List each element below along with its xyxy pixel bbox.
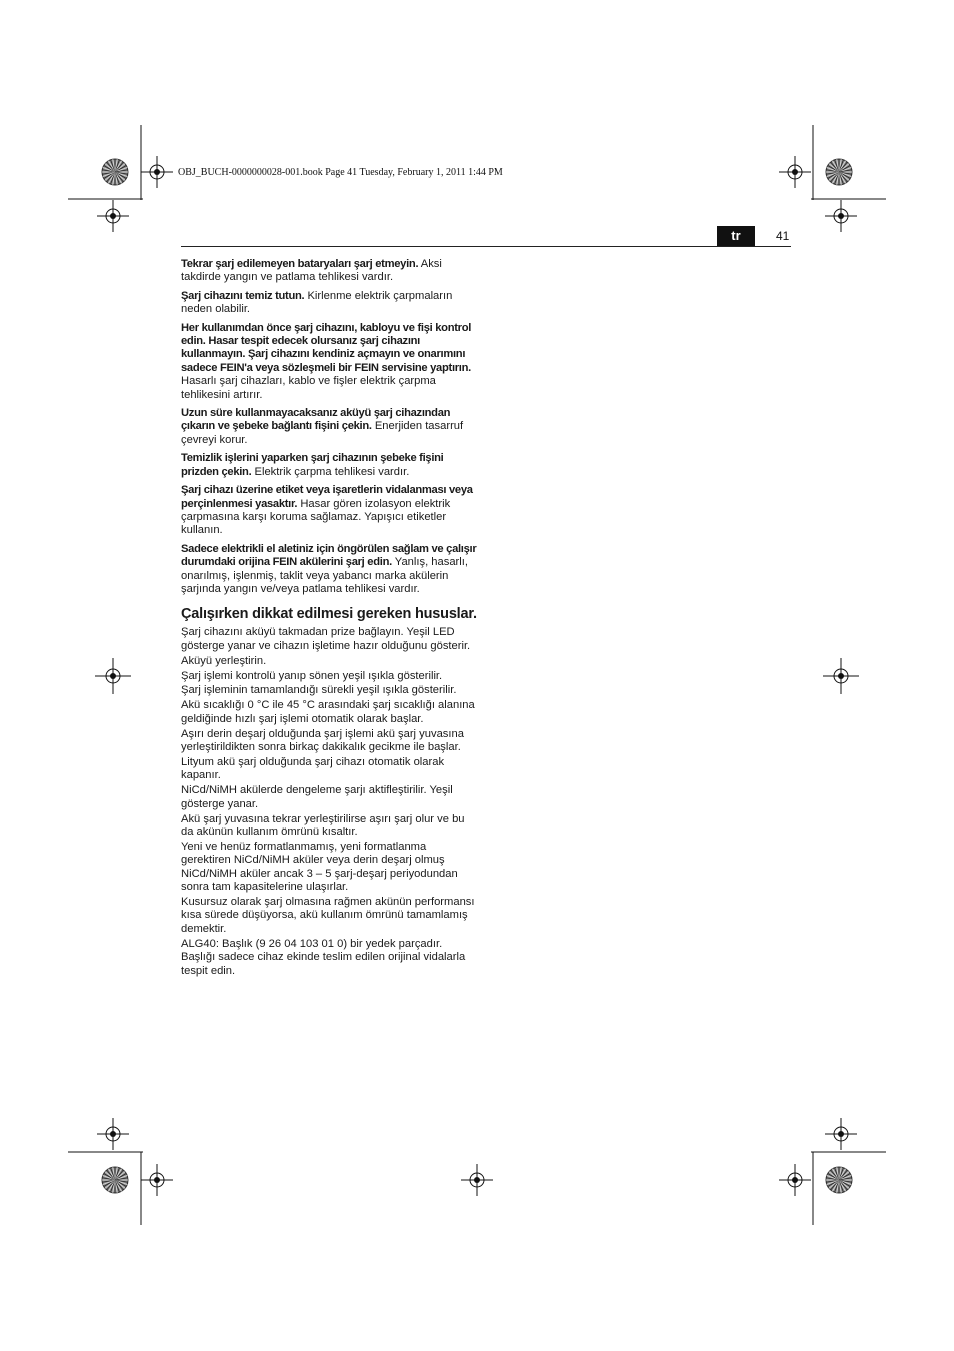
safety-paragraph: Şarj cihazı üzerine etiket veya işaretlerin vidalanması veya perçinlenmesi yasaktır. Hasar gören izolasyon elektrik çarpmasına karşı koruma sağlamaz. Yapışıcı etiketler kullanın.: [181, 484, 473, 537]
header-rule: [181, 246, 791, 247]
safety-paragraph: Her kullanımdan önce şarj cihazını, kabloyu ve fişi kontrol edin. Hasar tespit edecek olursanız şarj cihazını kullanmayın. Şarj cihazını kendiniz açmayın ve onarımını sadece FEIN'a veya sözleşmeli bir FEIN servisine yaptırın. Hasarlı şarj cihazları, kablo ve fişler elektrik çarpma tehlikesini artırır.: [181, 321, 472, 401]
registration-crosshair-icon: [97, 200, 129, 232]
section-paragraph: Aşırı derin deşarj olduğunda şarj işlemi akü şarj yuvasına yerleştirildikten sonra birkaç dakikalık gecikme ile başlar.: [181, 727, 464, 754]
section-paragraph: Yeni ve henüz formatlanmamış, yeni formatlanma gerektiren NiCd/NiMH aküler veya derin deşarj olmuş NiCd/NiMH aküler ancak 3 – 5 şarj-deşarj periyodundan sonra tam kapasitelerine ulaşırlar.: [181, 840, 458, 894]
registration-crosshair-icon: [825, 200, 857, 232]
registration-crosshair-icon: [779, 1164, 811, 1196]
section-paragraph: Akü şarj yuvasına tekrar yerleştirilirse aşırı şarj olur ve bu da akünün kullanım ömrünü kısaltır.: [181, 812, 465, 839]
registration-crosshair-icon: [141, 1164, 173, 1196]
section-paragraph: NiCd/NiMH akülerde dengeleme şarjı aktifleştirilir. Yeşil gösterge yanar.: [181, 784, 453, 810]
color-target-icon: [102, 1167, 128, 1193]
section-paragraph: Akü sıcaklığı 0 °C ile 45 °C arasındaki şarj sıcaklığı alanına geldiğinde hızlı şarj işlemi otomatik olarak başlar.: [181, 699, 475, 725]
color-target-icon: [102, 159, 128, 185]
print-info-line: OBJ_BUCH-0000000028-001.book Page 41 Tuesday, February 1, 2011 1:44 PM: [178, 167, 503, 178]
registration-crosshair-icon: [823, 658, 859, 694]
section-heading: Çalışırken dikkat edilmesi gereken hususlar.: [181, 606, 477, 623]
section-paragraph: Aküyü yerleştirin.: [181, 654, 267, 667]
section-paragraph: Şarj işlemi kontrolü yanıp sönen yeşil ışıkla gösterilir.: [181, 669, 443, 682]
registration-crosshair-icon: [95, 658, 131, 694]
section-paragraph: Kusursuz olarak şarj olmasına rağmen akünün performansı kısa sürede düşüyorsa, akü kullanım ömrünü tamamlamış demektir.: [181, 896, 475, 935]
section-paragraph: Şarj cihazını aküyü takmadan prize bağlayın. Yeşil LED gösterge yanar ve cihazın işletime hazır olduğunu gösterir.: [181, 626, 471, 652]
registration-crosshair-icon: [779, 156, 811, 188]
section-paragraph: Şarj işleminin tamamlandığı sürekli yeşil ışıkla gösterilir.: [181, 684, 457, 697]
safety-paragraph: Tekrar şarj edilemeyen bataryaları şarj etmeyin. Aksi takdirde yangın ve patlama tehlikesi vardır.: [181, 258, 442, 284]
registration-crosshair-icon: [461, 1164, 493, 1196]
safety-paragraph: Sadece elektrikli el aletiniz için öngörülen sağlam ve çalışır durumdaki orijina FEIN akülerini şarj edin. Yanlış, hasarlı, onarılmış, işlenmiş, taklit veya yabancı marka akülerin şarjında yangın ve/veya patlama tehlikesi vardır.: [181, 542, 477, 595]
registration-crosshair-icon: [825, 1118, 857, 1150]
section-paragraph: ALG40: Başlık (9 26 04 103 01 0) bir yedek parçadır. Başlığı sadece cihaz ekinde teslim edilen orijinal vidalarla tespit edin.: [181, 937, 466, 977]
safety-paragraph: Uzun süre kullanmayacaksanız aküyü şarj cihazından çıkarın ve şebeke bağlantı fişini çekin. Enerjiden tasarruf çevreyi korur.: [181, 407, 464, 446]
safety-paragraph: Şarj cihazını temiz tutun. Kirlenme elektrik çarpmaların neden olabilir.: [181, 289, 453, 316]
color-target-icon: [826, 1167, 852, 1193]
color-target-icon: [826, 159, 852, 185]
language-badge: tr: [717, 226, 755, 246]
page-number: 41: [776, 229, 790, 243]
registration-crosshair-icon: [141, 156, 173, 188]
section-paragraph: Lityum akü şarj olduğunda şarj cihazı otomatik olarak kapanır.: [181, 756, 445, 782]
main-column: [181, 258, 479, 980]
registration-crosshair-icon: [97, 1118, 129, 1150]
safety-paragraph: Temizlik işlerini yaparken şarj cihazının şebeke fişini prizden çekin. Elektrik çarpma tehlikesi vardır.: [181, 452, 444, 478]
